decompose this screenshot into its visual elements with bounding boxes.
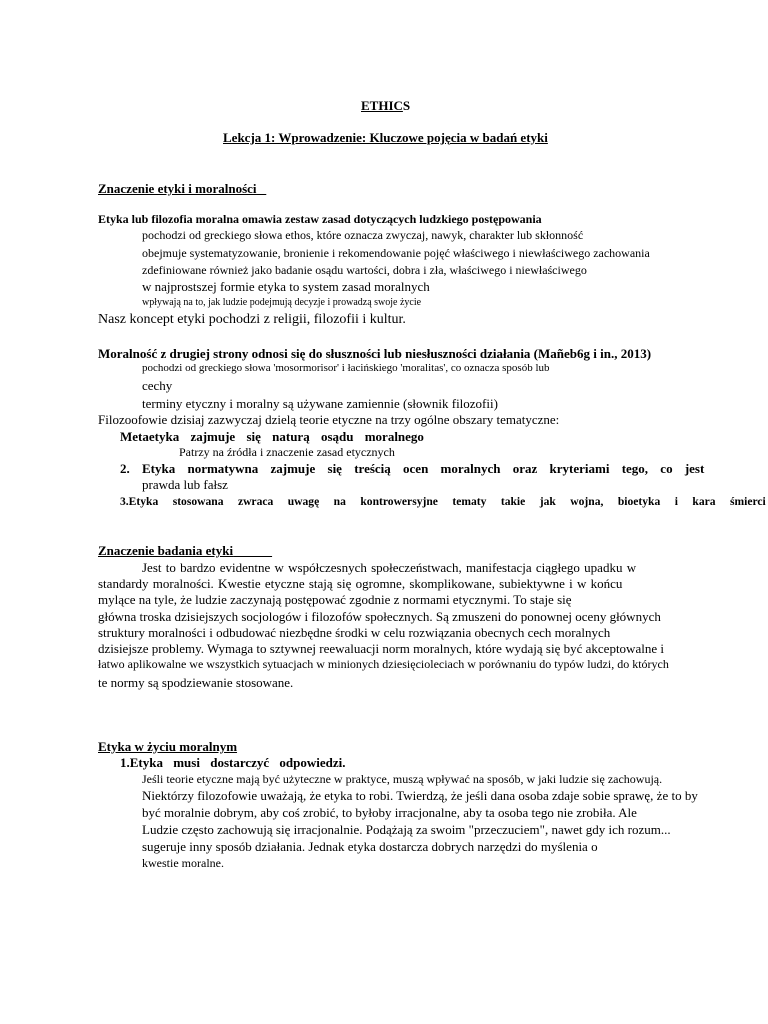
normative-ethics-line: Etyka normatywna zajmuje się treścią ocen moralnych oraz kryteriami tego, co jest [142,461,705,476]
paragraph-line: Jeśli teorie etyczne mają być użyteczne w praktyce, muszą wpływać na sposób, w jaki ludzie się zachowują. [142,772,663,786]
list-item [142,362,588,374]
paragraph-line: mylące na tyle, że ludzie zaczynają postępować zgodnie z normami etycznymi. To staje się [98,592,572,607]
section-closing: Nasz koncept etyki pochodzi z religii, filozofii i kultur. [98,312,406,327]
section-lead: Etyka lub filozofia moralna omawia zestaw zasad dotyczących ludzkiego postępowania [98,212,542,226]
paragraph-line: Ludzie często zachowują się irracjonalnie. Podążają za swoim "przeczuciem", nawet gdy ich rozum... [142,822,671,837]
normative-ethics-continuation: prawda lub fałsz [142,477,228,492]
moral-life-subheading: 1.Etyka musi dostarczyć odpowiedzi. [120,755,346,770]
list-item-continuation: cechy [142,378,173,393]
list-item: obejmuje systematyzowanie, bronienie i rekomendowanie pojęć właściwego i niewłaściwego zachowania [142,246,650,260]
paragraph-line: struktury moralności i odbudować niezbędne środki w celu rozwiązania obecnych cech moralnych [98,625,611,640]
numbered-index-2: 2. [120,461,130,476]
paragraph-line: kwestie moralne. [142,856,224,870]
metaethics-sub: Patrzy na źródła i znaczenie zasad etycznych [179,445,395,459]
list-item: zdefiniowane również jako badanie osądu wartości, dobra i zła, właściwego i niewłaściwego [142,263,587,277]
paragraph-line: dzisiejsze problemy. Wymaga to sztywnej reewaluacji norm moralnych, które wydają się być akceptowalne i [98,641,664,656]
paragraph-line: standardy moralności. Kwestie etyczne stają się ogromne, skomplikowane, subiektywne i w końcu [98,576,623,591]
paragraph-line: łatwo aplikowalne we wszystkich sytuacjach w minionych dziesięcioleciach w porównaniu do typów ludzi, do których [98,657,669,671]
list-item: pochodzi od greckiego słowa ethos, które oznacza zwyczaj, nawyk, charakter lub skłonność [142,228,584,242]
paragraph-line: główna troska dzisiejszych socjologów i filozofów społecznych. Są zmuszeni do ponownej oceny głównych [98,609,661,624]
list-item-line: pochodzi od greckiego słowa 'mosormorisor' i łacińskiego 'moralitas', co oznacza sposób lub [142,362,550,374]
list-item: w najprostszej formie etyka to system zasad moralnych [142,279,430,294]
document-title: ETHICS [361,98,411,113]
paragraph-line: Jest to bardzo evidentne w współczesnych społeczeństwach, manifestacja ciągłego upadku w [142,560,637,575]
paragraph-line: sugeruje inny sposób działania. Jednak etyka dostarcza dobrych narzędzi do myślenia o [142,839,598,854]
applied-ethics-line: 3.Etyka stosowana zwraca uwagę na kontrowersyjne tematy takie jak wojna, bioetyka i kara śmierci [120,494,766,508]
section-heading-importance: Znaczenie badania etyki [98,543,234,558]
section-heading-meaning: Znaczenie etyki i moralności [98,181,257,196]
paragraph-line: te normy są spodziewanie stosowane. [98,675,294,690]
paragraph-line: być moralnie dobrym, aby coś zrobić, to byłoby irracjonalne, aby ta osoba tego nie zrobiła. Ale [142,805,637,820]
lesson-title: Lekcja 1: Wprowadzenie: Kluczowe pojęcia w badań etyki [223,130,548,145]
metaethics-line: Metaetyka zajmuje się naturą osądu moralnego [120,429,424,444]
paragraph-line: Niektórzy filozofowie uważają, że etyka to robi. Twierdzą, że jeśli dana osoba zdaje sobie sprawę, że to by [142,788,698,803]
section-heading-moral-life: Etyka w życiu moralnym [98,739,238,754]
list-item: terminy etyczny i moralny są używane zamiennie (słownik filozofii) [142,396,498,411]
areas-intro: Filozoofowie dzisiaj zazwyczaj dzielą teorie etyczne na trzy ogólne obszary tematyczne: [98,412,560,427]
list-item: wpływają na to, jak ludzie podejmują decyzje i prowadzą swoje życie [142,297,422,308]
section-heading-morality: Moralność z drugiej strony odnosi się do słuszności lub niesłuszności działania (Mañeb6g i in., 2013) [98,346,652,361]
